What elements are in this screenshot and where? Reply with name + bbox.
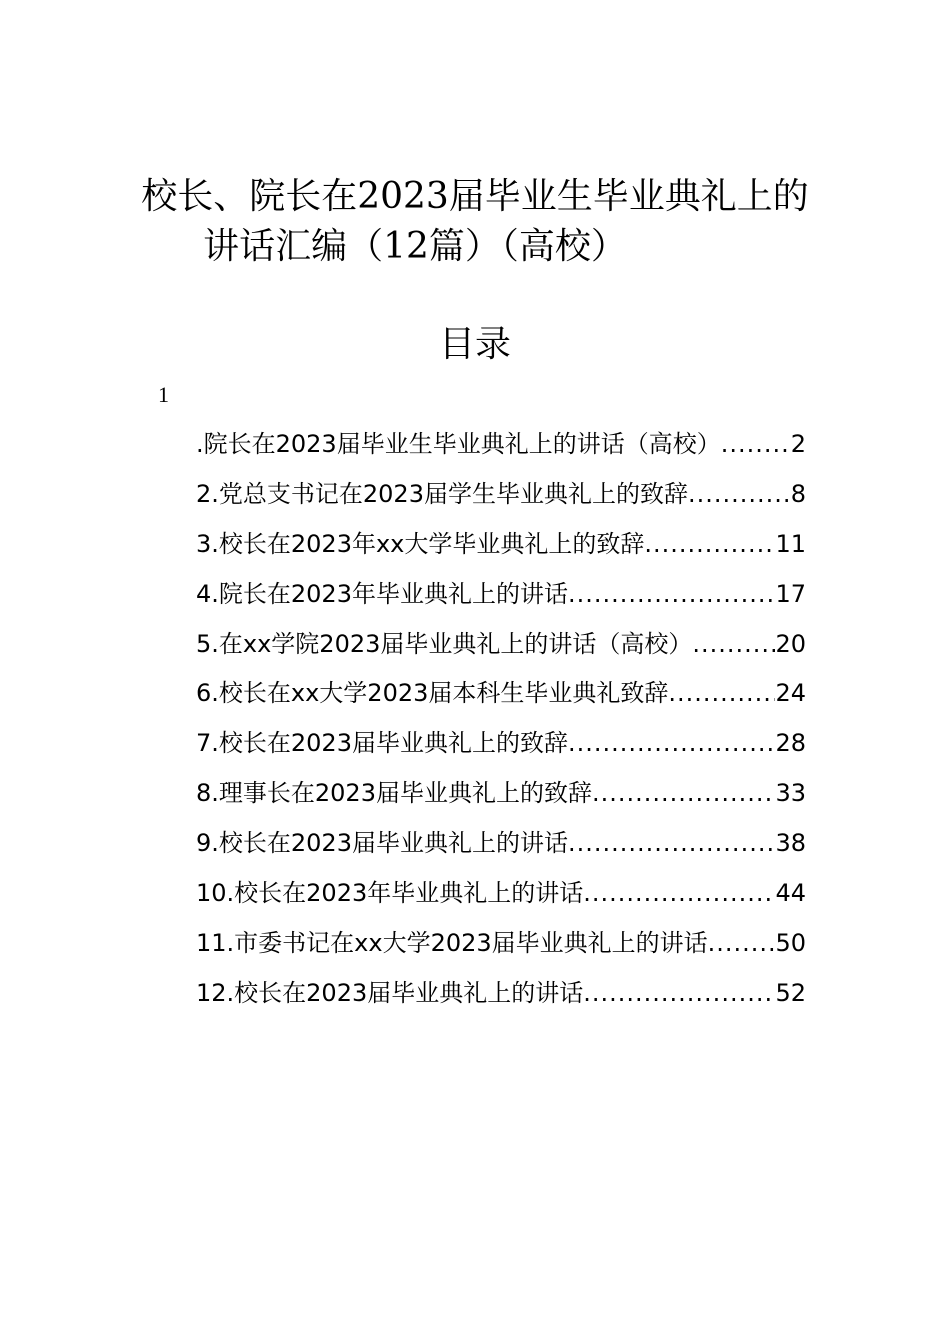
document-title-line-2: 讲话汇编（12篇）（高校）	[203, 226, 627, 267]
toc-entry-title: 10.校长在2023年毕业典礼上的讲话	[196, 879, 584, 908]
toc-dot-leader	[568, 570, 775, 620]
toc-entry-title: 2.党总支书记在2023届学生毕业典礼上的致辞	[196, 479, 688, 508]
toc-dot-leader	[688, 470, 791, 520]
toc-entry-page-number: 52	[775, 978, 806, 1007]
toc-dot-leader	[721, 420, 791, 470]
document-title-line-1: 校长、院长在2023届毕业生毕业典礼上的	[141, 176, 809, 217]
toc-entry[interactable]	[196, 669, 806, 719]
toc-dot-leader	[568, 819, 775, 869]
table-of-contents	[196, 420, 806, 1019]
toc-entry-title: 4.院长在2023年毕业典礼上的讲话	[196, 579, 568, 608]
toc-entry[interactable]	[196, 470, 806, 520]
toc-entry-title: 11.市委书记在xx大学2023届毕业典礼上的讲话	[196, 928, 708, 957]
toc-heading: 目录	[438, 324, 511, 365]
stray-number: 1	[158, 382, 169, 407]
toc-entry-title: 6.校长在xx大学2023届本科生毕业典礼致辞	[196, 679, 669, 708]
toc-entry[interactable]	[196, 919, 806, 969]
toc-entry-page-number: 44	[775, 879, 806, 908]
toc-entry-page-number: 17	[775, 579, 806, 608]
toc-entry-page-number: 11	[775, 529, 806, 558]
toc-entry-page-number: 38	[775, 829, 806, 858]
toc-entry-page-number: 33	[775, 779, 806, 808]
toc-entry[interactable]	[196, 719, 806, 769]
toc-entry[interactable]	[196, 520, 806, 570]
toc-entry-page-number: 24	[775, 679, 806, 708]
toc-dot-leader	[592, 769, 775, 819]
toc-dot-leader	[644, 520, 775, 570]
toc-entry-title: 3.校长在2023年xx大学毕业典礼上的致辞	[196, 529, 645, 558]
toc-entry[interactable]	[196, 420, 806, 470]
toc-entry-title: 9.校长在2023届毕业典礼上的讲话	[196, 829, 568, 858]
toc-entry-title: 8.理事长在2023届毕业典礼上的致辞	[196, 779, 592, 808]
toc-dot-leader	[583, 969, 775, 1019]
toc-entry-page-number: 28	[775, 729, 806, 758]
toc-entry-title: 7.校长在2023届毕业典礼上的致辞	[196, 729, 568, 758]
toc-entry-title: 5.在xx学院2023届毕业典礼上的讲话（高校）	[196, 629, 693, 658]
toc-entry-page-number: 20	[775, 629, 806, 658]
toc-entry[interactable]	[196, 769, 806, 819]
toc-entry[interactable]	[196, 620, 806, 670]
toc-entry[interactable]	[196, 819, 806, 869]
toc-entry-page-number: 2	[790, 430, 806, 458]
toc-dot-leader	[583, 869, 775, 919]
toc-entry[interactable]	[196, 570, 806, 620]
toc-entry-page-number: 50	[775, 928, 806, 957]
toc-dot-leader	[692, 620, 775, 670]
toc-dot-leader	[708, 919, 776, 969]
toc-entry[interactable]	[196, 969, 806, 1019]
toc-dot-leader	[668, 669, 775, 719]
toc-entry-title: 12.校长在2023届毕业典礼上的讲话	[196, 978, 584, 1007]
toc-entry-title: .院长在2023届毕业生毕业典礼上的讲话（高校）	[196, 430, 721, 458]
toc-entry-page-number: 8	[790, 479, 806, 508]
toc-dot-leader	[568, 719, 775, 769]
toc-entry[interactable]	[196, 869, 806, 919]
